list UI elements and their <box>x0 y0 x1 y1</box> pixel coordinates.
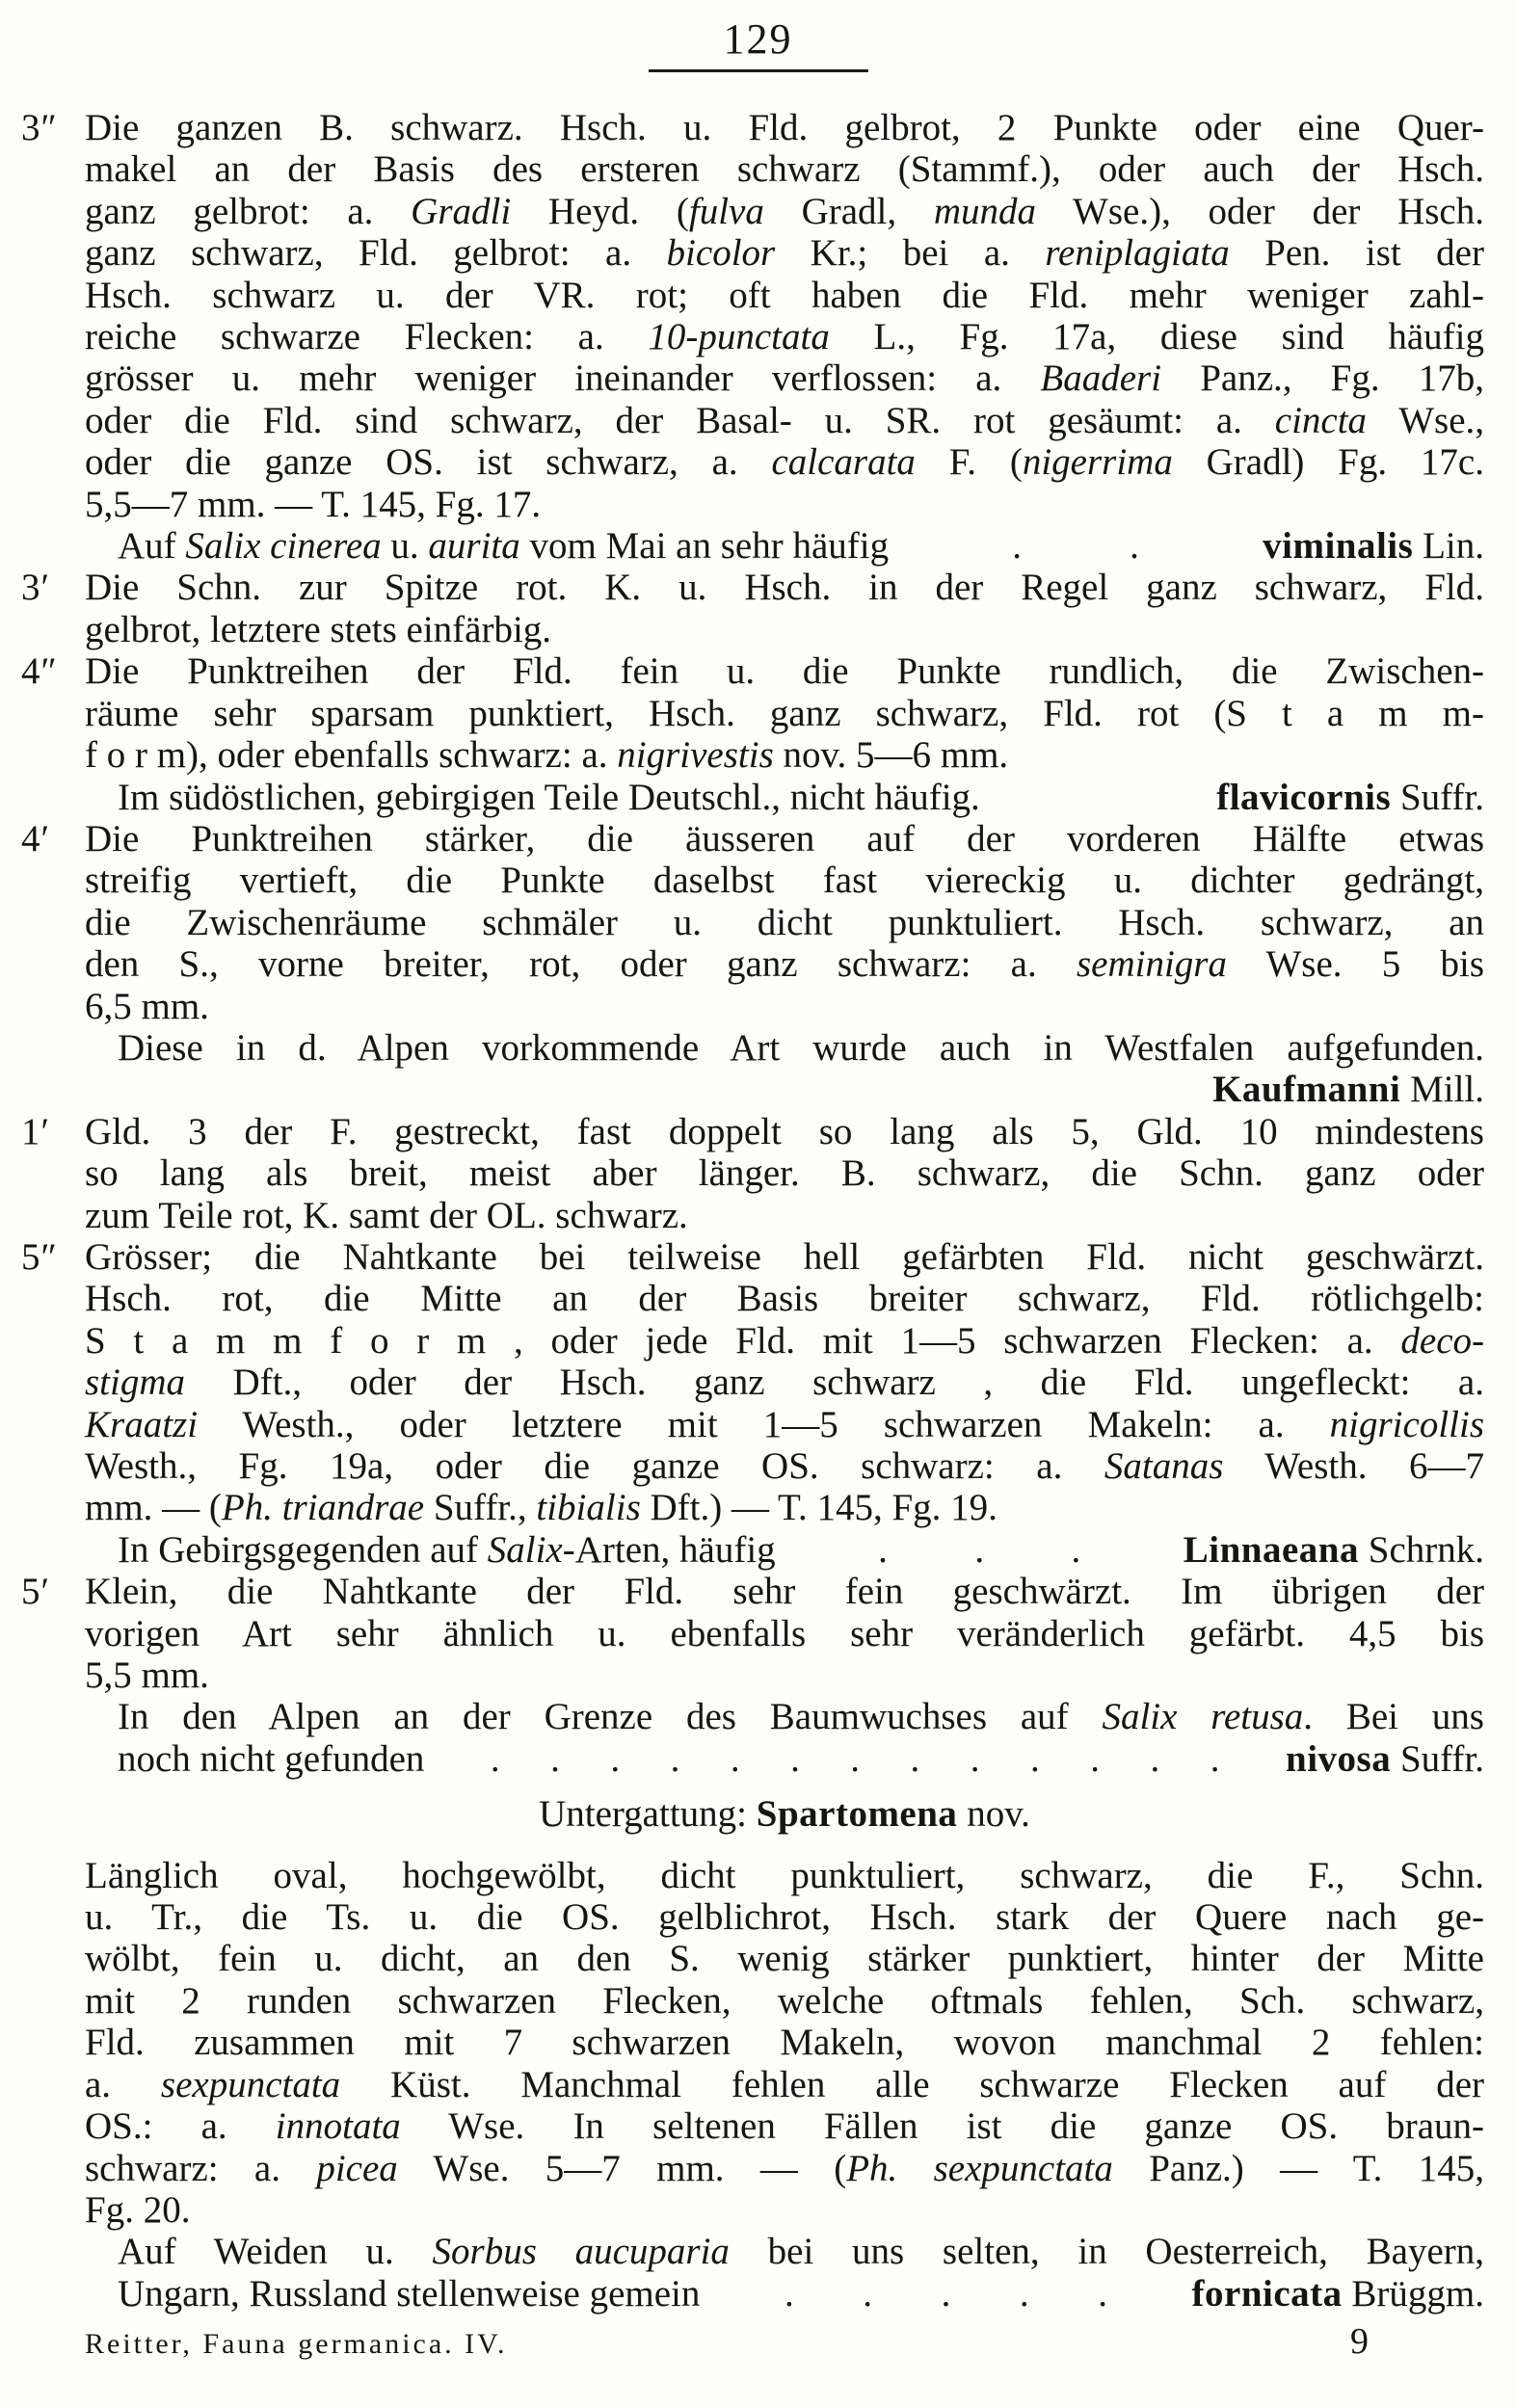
italic-taxon: 10-punctata <box>648 316 830 358</box>
text-line: S t a m m f o r m , oder jede Fld. mit 1—5 schwarzen Flecken: a. deco- <box>85 1319 1484 1362</box>
habitat-note <box>85 1027 1484 1069</box>
leader-dot: . <box>878 1528 888 1571</box>
text-line: vorigen Art sehr ähnlich u. ebenfalls sehr veränderlich gefärbt. 4,5 bis <box>85 1612 1484 1654</box>
species-result-line <box>118 525 1484 567</box>
habitat-note <box>85 777 1484 818</box>
text-line: den S., vorne breiter, rot, oder ganz schwarz: a. seminigra Wse. 5 bis <box>85 943 1484 986</box>
habitat-note <box>85 2231 1484 2315</box>
habitat-note <box>85 1696 1484 1780</box>
leader-dot: . <box>1090 1737 1100 1780</box>
footer-signature: Reitter, Fauna germanica. IV. <box>85 2328 508 2361</box>
italic-taxon: tibialis <box>536 1487 641 1529</box>
text-line: oder die ganze OS. ist schwarz, a. calcarata F. (nigerrima Gradl) Fg. 17c. <box>85 441 1484 484</box>
entry-number: 3′ <box>21 567 51 609</box>
leader-dot: . <box>610 1737 621 1780</box>
text-line: Diese in d. Alpen vorkommende Art wurde auch in Westfalen aufgefunden. <box>118 1026 1484 1069</box>
text-line: Grösser; die Nahtkante bei teilweise hell gefärbten Fld. nicht geschwärzt. <box>85 1235 1484 1278</box>
text-line: Gld. 3 der F. gestreckt, fast doppelt so lang als 5, Gld. 10 mindestens <box>85 1110 1484 1152</box>
species-name-group <box>1184 1529 1484 1571</box>
italic-taxon: nigerrima <box>1022 441 1173 484</box>
result-left-text: In Gebirgsgegenden auf Salix-Arten, häufig <box>118 1528 776 1571</box>
italic-taxon: munda <box>933 190 1037 232</box>
leader-dot: . <box>970 1737 980 1780</box>
italic-taxon: Salix retusa <box>1102 1696 1304 1738</box>
italic-taxon: Baaderi <box>1040 357 1162 400</box>
leader-dot: . <box>790 1737 800 1780</box>
habitat-note <box>85 1069 1484 1110</box>
italic-taxon: nigricollis <box>1329 1403 1484 1445</box>
text-line: Kraatzi Westh., oder letztere mit 1—5 schwarzen Makeln: a. nigricollis <box>85 1403 1484 1445</box>
key-entry <box>21 1235 1484 1529</box>
key-entry <box>21 1571 1484 1697</box>
text-line: Die Schn. zur Spitze rot. K. u. Hsch. in der Regel ganz schwarz, Fld. <box>85 567 1484 609</box>
text-line: makel an der Basis des ersteren schwarz (Stammf.), oder auch der Hsch. <box>85 148 1484 191</box>
italic-taxon: aurita <box>428 525 520 568</box>
italic-taxon: Salix <box>487 1528 563 1571</box>
italic-taxon: calcarata <box>771 441 916 484</box>
result-left-text: Im südöstlichen, gebirgigen Teile Deutschl., nicht häufig. <box>118 776 980 818</box>
bold-text: Spartomena <box>756 1793 958 1836</box>
text-line: gelbrot, letztere stets einfärbig. <box>85 608 552 650</box>
italic-taxon: innotata <box>275 2105 401 2148</box>
text-line: zum Teile rot, K. samt der OL. schwarz. <box>85 1194 688 1236</box>
habitat-note <box>85 525 1484 567</box>
text-line: Hsch. rot, die Mitte an der Basis breiter schwarz, Fld. rötlichgelb: <box>85 1278 1484 1320</box>
text-line: mm. — (Ph. triandrae Suffr., tibialis Dft.) — T. 145, Fg. 19. <box>85 1487 997 1529</box>
text-line: wölbt, fein u. dicht, an den S. wenig stärker punktiert, hinter der Mitte <box>85 1938 1484 1980</box>
leader-dot: . <box>941 2272 951 2315</box>
text-line: räume sehr sparsam punktiert, Hsch. ganz schwarz, Fld. rot (S t a m m- <box>85 692 1484 734</box>
text-line: stigma Dft., oder der Hsch. ganz schwarz , die Fld. ungefleckt: a. <box>85 1362 1484 1404</box>
leader-dot: . <box>1130 525 1139 568</box>
text-line: 6,5 mm. <box>85 985 209 1027</box>
text-line: Auf Weiden u. Sorbus aucuparia bei uns selten, in Oesterreich, Bayern, <box>118 2231 1484 2273</box>
species-name: Linnaeana <box>1183 1528 1359 1571</box>
species-name: flavicornis <box>1216 776 1392 818</box>
text-line: Klein, die Nahtkante der Fld. sehr fein geschwärzt. Im übrigen der <box>85 1571 1484 1613</box>
text-line: Die ganzen B. schwarz. Hsch. u. Fld. gelbrot, 2 Punkte oder eine Quer- <box>85 107 1484 148</box>
text-line: ganz gelbrot: a. Gradli Heyd. (fulva Gradl, munda Wse.), oder der Hsch. <box>85 190 1484 232</box>
result-left-text: Ungarn, Russland stellenweise gemein <box>118 2272 701 2315</box>
key-entry <box>21 107 1485 525</box>
italic-taxon: seminigra <box>1076 943 1227 986</box>
leader-dot: . <box>1150 1737 1160 1780</box>
entry-number: 5′ <box>21 1571 51 1613</box>
entry-number: 4″ <box>21 650 58 693</box>
entry-number: 1′ <box>21 1110 51 1152</box>
leader-dot: . <box>730 1737 740 1780</box>
text-line: a. sexpunctata Küst. Manchmal fehlen alle schwarze Flecken auf der <box>85 2063 1484 2105</box>
leader-dots <box>424 1738 1286 1780</box>
species-name: nivosa <box>1286 1737 1392 1780</box>
leader-dot: . <box>850 1737 861 1780</box>
text-line: mit 2 runden schwarzen Flecken, welche oftmals fehlen, Sch. schwarz, <box>85 1979 1484 2022</box>
species-name-group <box>1286 1738 1484 1780</box>
italic-taxon: sexpunctata <box>160 2063 341 2105</box>
text-line: ganz schwarz, Fld. gelbrot: a. bicolor Kr.; bei a. reniplagiata Pen. ist der <box>85 232 1484 275</box>
habitat-note <box>85 1529 1484 1571</box>
species-name: Kaufmanni <box>1212 1069 1401 1111</box>
species-author: Mill. <box>1410 1069 1484 1111</box>
text-line: Die Punktreihen der Fld. fein u. die Punkte rundlich, die Zwischen- <box>85 650 1484 693</box>
text-line: f o r m), oder ebenfalls schwarz: a. nigrivestis nov. 5—6 mm. <box>85 734 1009 777</box>
text-line: Westh., Fg. 19a, oder die ganze OS. schwarz: a. Satanas Westh. 6—7 <box>85 1445 1484 1487</box>
text-line: u. Tr., die Ts. u. die OS. gelblichrot, Hsch. stark der Quere nach ge- <box>85 1896 1484 1939</box>
leader-dots <box>776 1529 1184 1571</box>
text-line: 5,5 mm. <box>85 1654 209 1697</box>
leader-dot: . <box>550 1737 560 1780</box>
species-name-group <box>1212 1069 1484 1110</box>
result-left-text: Auf Salix cinerea u. aurita vom Mai an sehr häufig <box>118 525 890 568</box>
italic-taxon: picea <box>316 2147 398 2189</box>
page-number: 129 <box>723 15 793 63</box>
key-entry <box>21 567 1484 650</box>
text-line: Die Punktreihen stärker, die äusseren auf der vorderen Hälfte etwas <box>85 817 1484 860</box>
species-result-line <box>118 2273 1484 2315</box>
leader-dot: . <box>1071 1528 1081 1571</box>
key-entry <box>21 817 1484 1027</box>
text-line: Fg. 20. <box>85 2188 191 2231</box>
entry-number: 3″ <box>21 107 58 148</box>
italic-taxon: reniplagiata <box>1045 232 1230 275</box>
species-name: fornicata <box>1191 2272 1343 2315</box>
leader-dots <box>889 525 1263 567</box>
italic-taxon: Ph. triandrae <box>221 1487 425 1529</box>
leader-dots <box>700 2273 1191 2315</box>
leader-dot: . <box>910 1737 920 1780</box>
page-footer <box>85 2322 1484 2364</box>
leader-dot: . <box>1019 2272 1029 2315</box>
italic-taxon: Salix cinerea <box>185 525 382 568</box>
leader-dot: . <box>1012 525 1022 568</box>
subgenus-heading <box>85 1793 1484 1835</box>
page-number-rule <box>649 69 868 72</box>
italic-taxon: fulva <box>688 190 764 232</box>
leader-dot: . <box>490 1737 500 1780</box>
species-name: viminalis <box>1263 525 1414 568</box>
page-header <box>0 17 1516 72</box>
species-author: Suffr. <box>1399 1737 1484 1780</box>
leader-dot: . <box>1210 1737 1220 1780</box>
species-author: Schrnk. <box>1368 1528 1484 1571</box>
species-author: Suffr. <box>1399 776 1484 818</box>
result-left-text: noch nicht gefunden <box>118 1737 425 1780</box>
italic-taxon: Ph. sexpunctata <box>846 2147 1113 2189</box>
text-line: Länglich oval, hochgewölbt, dicht punktuliert, schwarz, die F., Schn. <box>85 1854 1484 1896</box>
species-result-line <box>118 1529 1484 1571</box>
text-line: schwarz: a. picea Wse. 5—7 mm. — (Ph. sexpunctata Panz.) — T. 145, <box>85 2147 1484 2189</box>
text-line: grösser u. mehr weniger ineinander verflossen: a. Baaderi Panz., Fg. 17b, <box>85 357 1484 400</box>
text-line: oder die Fld. sind schwarz, der Basal- u. SR. rot gesäumt: a. cincta Wse., <box>85 399 1485 441</box>
species-result-line <box>118 1738 1484 1780</box>
italic-taxon: Kraatzi <box>85 1403 199 1445</box>
leader-dot: . <box>863 2272 872 2315</box>
key-entry <box>21 650 1484 777</box>
italic-taxon: nigrivestis <box>617 734 774 777</box>
species-author: Lin. <box>1423 525 1484 568</box>
description-paragraph <box>85 1855 1484 2232</box>
species-result-line <box>118 777 1484 818</box>
italic-taxon: deco- <box>1400 1319 1484 1362</box>
text-line: reiche schwarze Flecken: a. 10-punctata L., Fg. 17a, diese sind häufig <box>85 316 1484 358</box>
footer-sheet-number: 9 <box>1350 2321 1369 2363</box>
text-line: 5,5—7 mm. — T. 145, Fg. 17. <box>85 483 542 525</box>
species-name-group <box>1263 525 1484 567</box>
italic-taxon: Gradli <box>411 190 512 232</box>
leader-dot: . <box>784 2272 794 2315</box>
entry-number: 4′ <box>21 817 51 860</box>
text-column <box>21 107 1485 2315</box>
leader-dot: . <box>974 1528 985 1571</box>
text-line: In den Alpen an der Grenze des Baumwuchses auf Salix retusa. Bei uns <box>118 1696 1484 1738</box>
key-entry <box>21 1110 1484 1236</box>
text-line: so lang als breit, meist aber länger. B. schwarz, die Schn. ganz oder <box>85 1152 1484 1195</box>
text-line: Fld. zusammen mit 7 schwarzen Makeln, wovon manchmal 2 fehlen: <box>85 2022 1484 2064</box>
entry-number: 5″ <box>21 1235 58 1278</box>
italic-taxon: bicolor <box>666 232 776 275</box>
italic-taxon: stigma <box>85 1362 186 1404</box>
leader-dot: . <box>1030 1737 1040 1780</box>
text-line: OS.: a. innotata Wse. In seltenen Fällen ist die ganze OS. braun- <box>85 2105 1485 2148</box>
species-name-group <box>1192 2273 1484 2315</box>
italic-taxon: cincta <box>1274 399 1368 441</box>
italic-taxon: Satanas <box>1104 1445 1224 1487</box>
heading-line: Untergattung: Spartomena nov. <box>539 1793 1030 1836</box>
species-author: Brüggm. <box>1351 2272 1484 2315</box>
leader-dot: . <box>670 1737 680 1780</box>
text-line: streifig vertieft, die Punkte daselbst fast viereckig u. dichter gedrängt, <box>85 860 1484 902</box>
text-line: die Zwischenräume schmäler u. dicht punktuliert. Hsch. schwarz, an <box>85 901 1484 943</box>
species-result-line <box>118 1069 1484 1110</box>
italic-taxon: Sorbus aucuparia <box>432 2231 730 2273</box>
text-line: Hsch. schwarz u. der VR. rot; oft haben die Fld. mehr weniger zahl- <box>85 274 1484 316</box>
leader-dot: . <box>1098 2272 1107 2315</box>
species-name-group <box>1216 777 1484 818</box>
